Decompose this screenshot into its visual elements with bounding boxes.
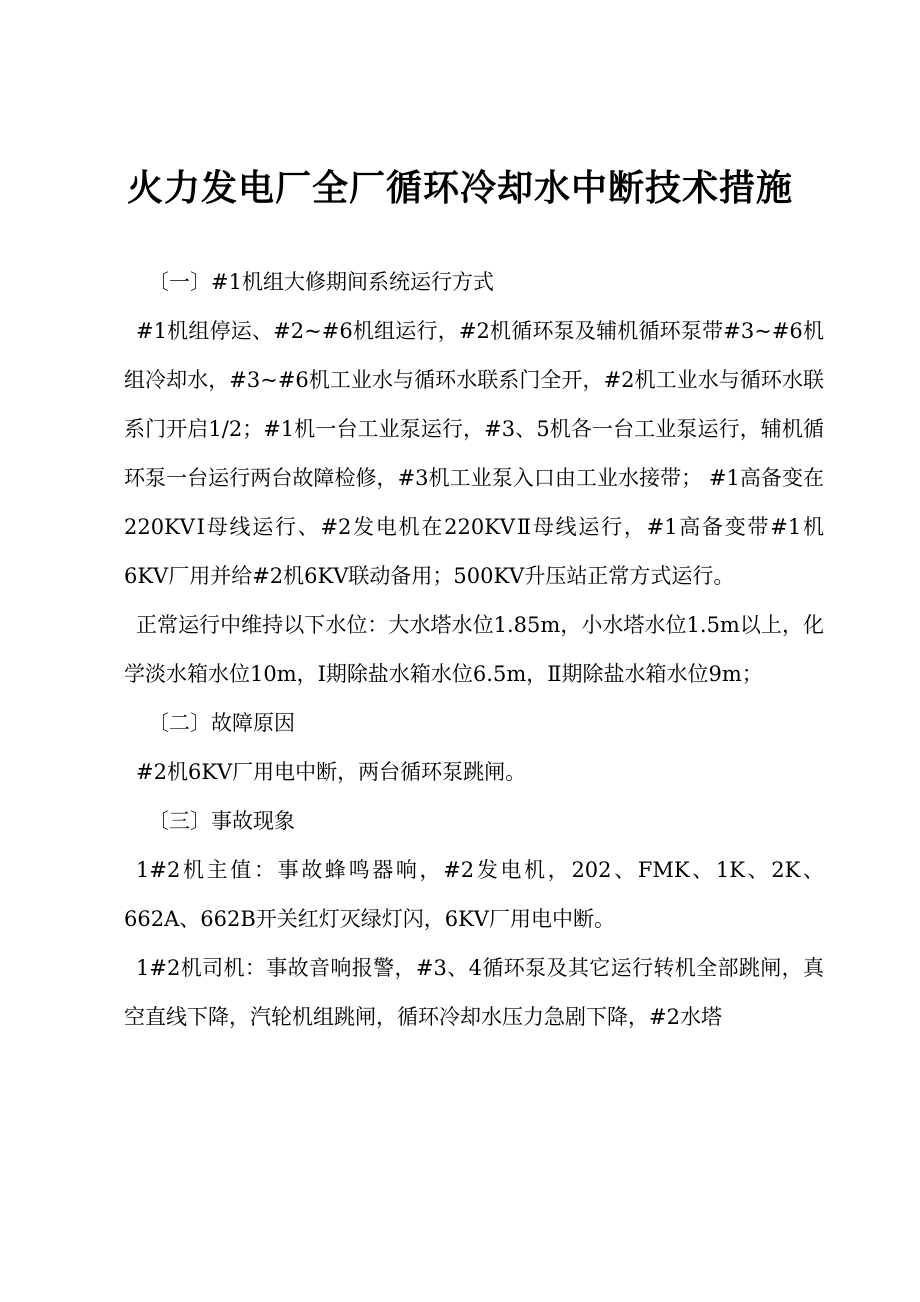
section-2-heading: 〔二〕故障原因: [148, 711, 295, 735]
section-1-paragraph-water-levels: 正常运行中维持以下水位：大水塔水位1.85m，小水塔水位1.5m以上，化学淡水箱水位10m，Ⅰ期除盐水箱水位6.5m，Ⅱ期除盐水箱水位9m；: [124, 613, 824, 686]
section-2-paragraph-cause: #2机6KV厂用电中断，两台循环泵跳闸。: [136, 760, 527, 784]
section-3-item-turbine-operator: 1#2机司机：事故音响报警，#3、4循环泵及其它运行转机全部跳闸，真空直线下降，汽轮机组跳闸，循环冷却水压力急剧下降，#2水塔: [124, 956, 824, 1029]
section-3-item-main-operator: 1#2机主值：事故蜂鸣器响，#2发电机，202、FMK、1K、2K、662A、662B开关红灯灭绿灯闪，6KV厂用电中断。: [124, 858, 824, 931]
section-1-paragraph-operation-mode: #1机组停运、#2~#6机组运行，#2机循环泵及辅机循环泵带#3~#6机组冷却水，#3~#6机工业水与循环水联系门全开，#2机工业水与循环水联系门开启1/2；#1机一台工业泵运行，#3、5机各一台工业泵运行，辅机循环泵一台运行两台故障检修，#3机工业泵入口由工业水接带； #1高备变在220KVⅠ母线运行、#2发电机在220KVⅡ母线运行，#1高备变带#1机6KV厂用并给#2机6KV联动备用；500KV升压站正常方式运行。: [124, 319, 824, 588]
document-title: 火力发电厂全厂循环冷却水中断技术措施: [126, 167, 793, 209]
section-1-heading: 〔一〕#1机组大修期间系统运行方式: [148, 270, 494, 294]
section-3-heading: 〔三〕事故现象: [148, 809, 295, 833]
document-body: [124, 258, 824, 1042]
